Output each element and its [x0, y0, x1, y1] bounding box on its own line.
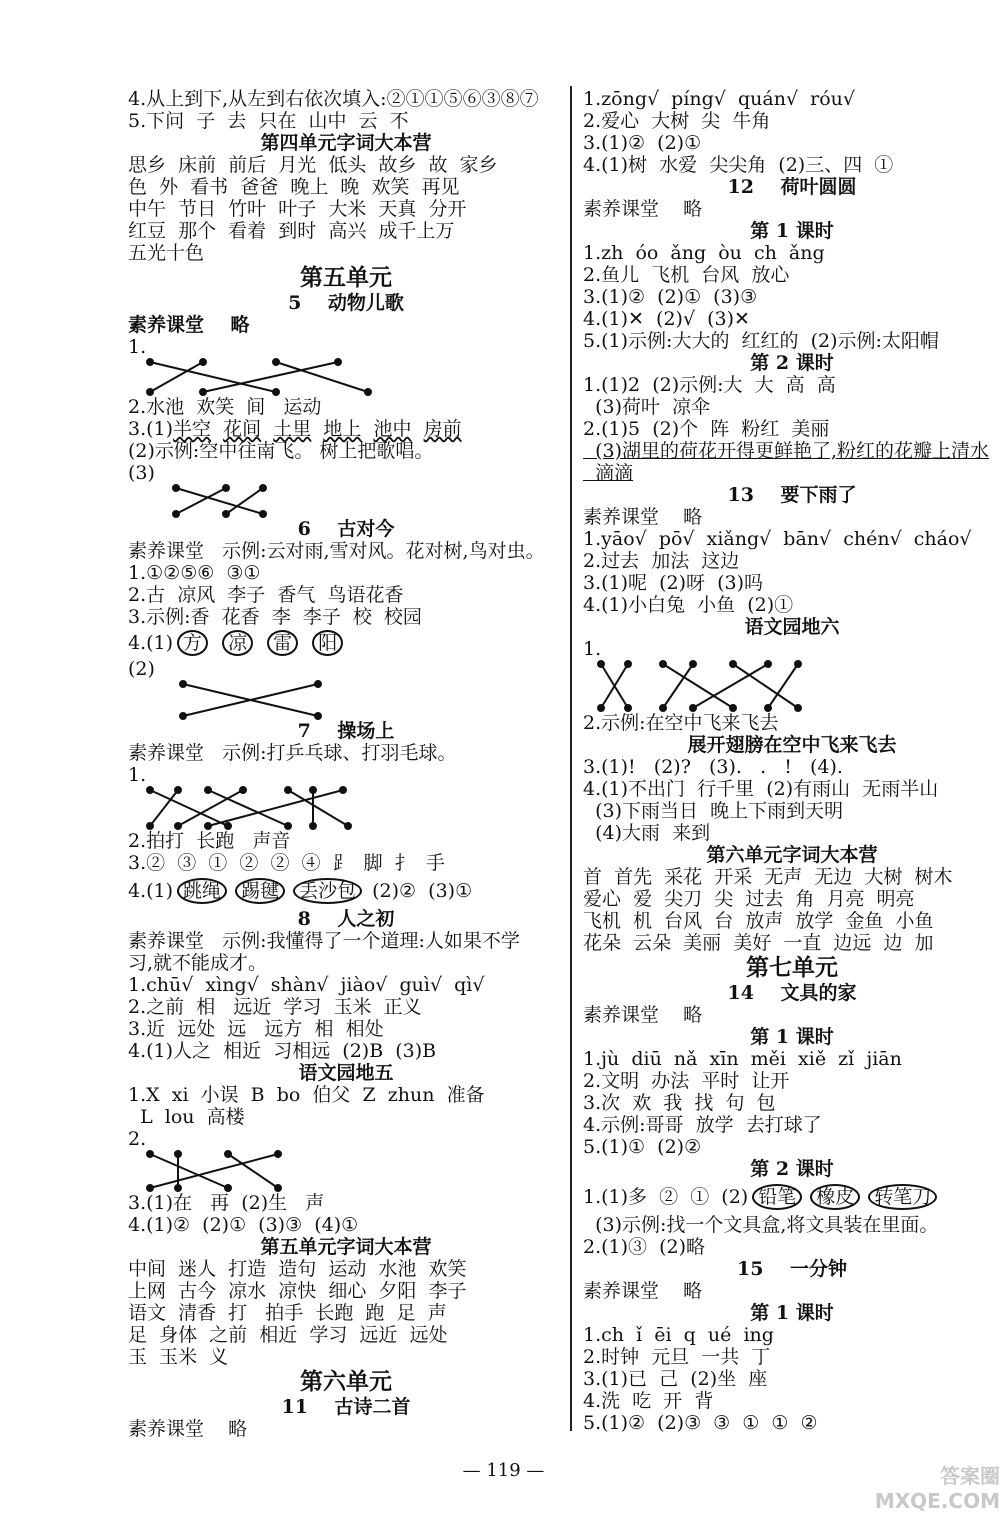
circled-word: 转笔刀 — [868, 1184, 937, 1210]
word-row: 思乡 床前 前后 月光 低头 故乡 故 家乡 — [128, 154, 498, 176]
lesson-period: 第 1 课时 — [750, 1026, 834, 1048]
word-row: 足 身体 之前 相近 学习 远近 远处 — [128, 1324, 448, 1346]
word-row: 语文 清香 打 拍手 长跑 跑 足 声 — [128, 1302, 447, 1324]
literacy-class: 素养课堂 略 — [128, 1418, 248, 1440]
lesson-title: 7 操场上 — [297, 720, 395, 742]
answer-line: 3.近 远处 远 远方 相 相处 — [128, 1018, 384, 1040]
lesson-title: 13 要下雨了 — [727, 484, 857, 506]
word-row: 上网 古今 凉水 凉快 细心 夕阳 李子 — [128, 1280, 467, 1302]
circled-word: 铅笔 — [752, 1184, 802, 1210]
answer-line: 2.爱心 大树 尖 牛角 — [583, 110, 771, 132]
answer-line: L lou 高楼 — [128, 1106, 245, 1128]
answer-line: 2.鱼儿 飞机 台风 放心 — [583, 264, 790, 286]
word-row: 中间 迷人 打造 造句 运动 水池 欢笑 — [128, 1258, 467, 1280]
wavy-word: 土里 — [273, 418, 312, 440]
answer-line: 3.示例:香 花香 李 李子 校 校园 — [128, 606, 422, 628]
literacy-class: 素养课堂 示例:云对雨,雪对风。花对树,鸟对虫。 — [128, 540, 545, 562]
answer-line: 1.①②⑤⑥ ③① — [128, 562, 261, 584]
circled-word: 橡皮 — [810, 1184, 860, 1210]
unit-title: 第六单元 — [300, 1368, 392, 1395]
word-row: 色 外 看书 爸爸 晚上 晚 欢笑 再见 — [128, 176, 460, 198]
circled-char: 方 — [177, 630, 208, 656]
lesson-title: 12 荷叶圆圆 — [727, 176, 857, 198]
word-row: 首 首先 采花 开采 无声 无边 大树 树木 — [583, 866, 953, 888]
section-heading: 语文园地六 — [744, 616, 840, 638]
answer-line: 2.拍打 长跑 声音 — [128, 830, 291, 852]
lesson-period: 第 2 课时 — [750, 352, 834, 374]
answer-line: (2)示例:空中往南飞。 树上把歌唱。 — [128, 440, 434, 462]
answer-line: 5.(1)示例:大大的 红红的 (2)示例:太阳帽 — [583, 330, 939, 352]
answer-line: (3)示例:找一个文具盒,将文具装在里面。 — [583, 1214, 939, 1236]
circled-char: 雷 — [267, 630, 298, 656]
answer-line: 4.示例:哥哥 放学 去打球了 — [583, 1114, 822, 1136]
watermark-logo: 答案圈 MXQE.COM — [874, 1464, 1000, 1513]
answer-line: 滴滴 — [583, 462, 634, 484]
answer-line: 2. — [128, 1128, 147, 1150]
column-divider — [570, 86, 572, 1431]
answer-line: 2.水池 欢笑 间 运动 — [128, 396, 322, 418]
left-column — [128, 88, 564, 1440]
word-row: 中午 节日 竹叶 叶子 大米 天真 分开 — [128, 198, 467, 220]
word-row: 花朵 云朵 美丽 美好 一直 边远 边 加 — [583, 932, 934, 954]
word-row: 飞机 机 台风 台 放声 放学 金鱼 小鱼 — [583, 910, 934, 932]
unit-title: 第七单元 — [746, 954, 838, 981]
circled-word: 丢沙包 — [293, 878, 362, 904]
answer-line: 1.chū√ xìng√ shàn√ jiào√ guì√ qì√ — [128, 974, 485, 996]
answer-line: 2.古 凉风 李子 香气 鸟语花香 — [128, 584, 404, 606]
literacy-class: 素养课堂 略 — [583, 506, 703, 528]
lesson-title: 6 古对今 — [297, 518, 395, 540]
answer-line: 4.(1)不出门 行千里 (2)有雨山 无雨半山 — [583, 778, 939, 800]
answer-line: (3)湖里的荷花开得更鲜艳了,粉红的花瓣上清水 — [583, 440, 990, 462]
answer-line: 4.(1)树 水爱 尖尖角 (2)三、四 ① — [583, 154, 894, 176]
answer-prefix: 3.(1) — [128, 418, 174, 440]
circled-char: 阳 — [312, 630, 343, 656]
answer-line: 3.次 欢 我 找 句 包 — [583, 1092, 776, 1114]
answer-line: 1.(1)2 (2)示例:大 大 高 高 — [583, 374, 836, 396]
answer-line: 4.(1)小白兔 小鱼 (2)① — [583, 594, 794, 616]
circled-word: 踢毽 — [235, 878, 285, 904]
answer-prefix: 1.(1)多 ② ① (2) — [583, 1186, 749, 1208]
answer-line: 5.(1)① (2)② — [583, 1136, 702, 1158]
answer-line: 3.② ③ ① ② ② ④ ⻊ 脚 扌 手 — [128, 852, 445, 874]
section-heading: 第四单元字词大本营 — [260, 132, 432, 154]
answer-line: 1.jù diū nǎ xīn měi xiě zǐ jiān — [583, 1048, 902, 1070]
literacy-class: 素养课堂 略 — [583, 1004, 703, 1026]
literacy-class: 素养课堂 略 — [583, 1280, 703, 1302]
literacy-class: 素养课堂 略 — [128, 314, 250, 336]
right-column — [583, 88, 1001, 1434]
matching-lines — [128, 786, 558, 830]
answer-line: 3.(1)呢 (2)呀 (3)吗 — [583, 572, 764, 594]
literacy-class: 素养课堂 示例:我懂得了一个道理:人如果不学 — [128, 930, 520, 952]
answer-line: 1. — [128, 336, 147, 358]
matching-lines — [583, 660, 1001, 712]
section-heading: 语文园地五 — [298, 1062, 394, 1084]
lesson-period: 第 1 课时 — [750, 1302, 834, 1324]
page-number: — 119 — — [462, 1460, 545, 1481]
answer-line: 4.(1)② (2)① (3)③ (4)① — [128, 1214, 359, 1236]
answer-line: 3.(1)已 己 (2)坐 座 — [583, 1368, 768, 1390]
answer-line: 2.(1)③ (2)略 — [583, 1236, 706, 1258]
circled-word: 跳绳 — [177, 878, 227, 904]
word-row: 五光十色 — [128, 242, 205, 264]
circled-char: 凉 — [222, 630, 253, 656]
answer-line: 4.洗 吃 开 背 — [583, 1390, 714, 1412]
answer-line: 3.(1)② (2)① (3)③ — [583, 286, 758, 308]
answer-line: 3.(1)! (2)? (3). . ! (4). — [583, 756, 843, 778]
answer-line: 展开翅膀在空中飞来飞去 — [687, 734, 897, 756]
answer-line: 2.文明 办法 平时 让开 — [583, 1070, 790, 1092]
lesson-period: 第 2 课时 — [750, 1158, 834, 1180]
word-row: 玉 玉米 义 — [128, 1346, 229, 1368]
answer-prefix: 4.(1) — [128, 880, 174, 902]
answer-line — [128, 418, 564, 440]
wavy-word: 池中 — [373, 418, 412, 440]
answer-line: 1.X xi 小误 B bo 伯父 Z zhun 准备 — [128, 1084, 485, 1106]
section-heading: 第六单元字词大本营 — [706, 844, 878, 866]
matching-lines — [128, 1150, 558, 1192]
answer-line: 1.zh óo ǎng òu ch ǎng — [583, 242, 825, 264]
answer-line: 1. — [128, 764, 147, 786]
unit-title: 第五单元 — [300, 264, 392, 291]
answer-line: 5.(1)② (2)③ ③ ① ① ② — [583, 1412, 818, 1434]
answer-line: (4)大雨 来到 — [583, 822, 711, 844]
word-row: 红豆 那个 看着 到时 高兴 成千上万 — [128, 220, 455, 242]
wavy-word: 房前 — [423, 418, 462, 440]
answer-prefix: 4.(1) — [128, 632, 174, 654]
wavy-word: 半空 — [173, 418, 212, 440]
lesson-title: 14 文具的家 — [727, 982, 857, 1004]
matching-lines — [128, 680, 558, 720]
wavy-word: 地上 — [323, 418, 362, 440]
answer-line — [128, 628, 564, 658]
lesson-title: 5 动物儿歌 — [288, 292, 404, 314]
answer-line: 1.ch ǐ ēi q ué ing — [583, 1324, 774, 1346]
lesson-period: 第 1 课时 — [750, 220, 834, 242]
answer-line: (3)荷叶 凉伞 — [583, 396, 711, 418]
answer-line: (2) — [128, 658, 155, 680]
answer-line: 3.(1)在 再 (2)生 声 — [128, 1192, 325, 1214]
answer-line: 1. — [583, 638, 602, 660]
literacy-class: 素养课堂 略 — [583, 198, 703, 220]
answer-line: 2.之前 相 远近 学习 玉米 正义 — [128, 996, 422, 1018]
answer-line: 1.yāo√ pō√ xiǎng√ bān√ chén√ cháo√ — [583, 528, 972, 550]
lesson-title: 15 一分钟 — [737, 1258, 847, 1280]
answer-line: 2.时钟 元旦 一共 丁 — [583, 1346, 771, 1368]
answer-line — [583, 1180, 1001, 1214]
answer-line — [128, 874, 564, 908]
answer-line: 2.示例:在空中飞来飞去 — [583, 712, 779, 734]
answer-line: 2.过去 加法 这边 — [583, 550, 740, 572]
matching-lines — [128, 484, 558, 518]
answer-line: 4.(1)✕ (2)√ (3)✕ — [583, 308, 750, 330]
answer-tail: (2)② (3)① — [366, 880, 473, 902]
matching-lines — [128, 358, 558, 396]
word-row: 爱心 爱 尖刀 尖 过去 角 月亮 明亮 — [583, 888, 915, 910]
answer-line: 5.下问 子 去 只在 山中 云 不 — [128, 110, 409, 132]
lesson-title: 8 人之初 — [297, 908, 395, 930]
answer-line: 3.(1)② (2)① — [583, 132, 702, 154]
answer-line: 4.从上到下,从左到右依次填入:②①①⑤⑥③⑧⑦ — [128, 88, 539, 110]
wavy-word: 花间 — [223, 418, 262, 440]
literacy-class-cont: 习,就不能成才。 — [128, 952, 268, 974]
answer-line: (3) — [128, 462, 155, 484]
answer-line: 1.zōng√ píng√ quán√ róu√ — [583, 88, 856, 110]
section-heading: 第五单元字词大本营 — [260, 1236, 432, 1258]
literacy-class: 素养课堂 示例:打乒乓球、打羽毛球。 — [128, 742, 457, 764]
answer-line: 2.(1)5 (2)个 阵 粉红 美丽 — [583, 418, 830, 440]
answer-line: (3)下雨当日 晚上下雨到天明 — [583, 800, 844, 822]
lesson-title: 11 古诗二首 — [281, 1396, 411, 1418]
answer-line: 4.(1)人之 相近 习相远 (2)B (3)B — [128, 1040, 437, 1062]
